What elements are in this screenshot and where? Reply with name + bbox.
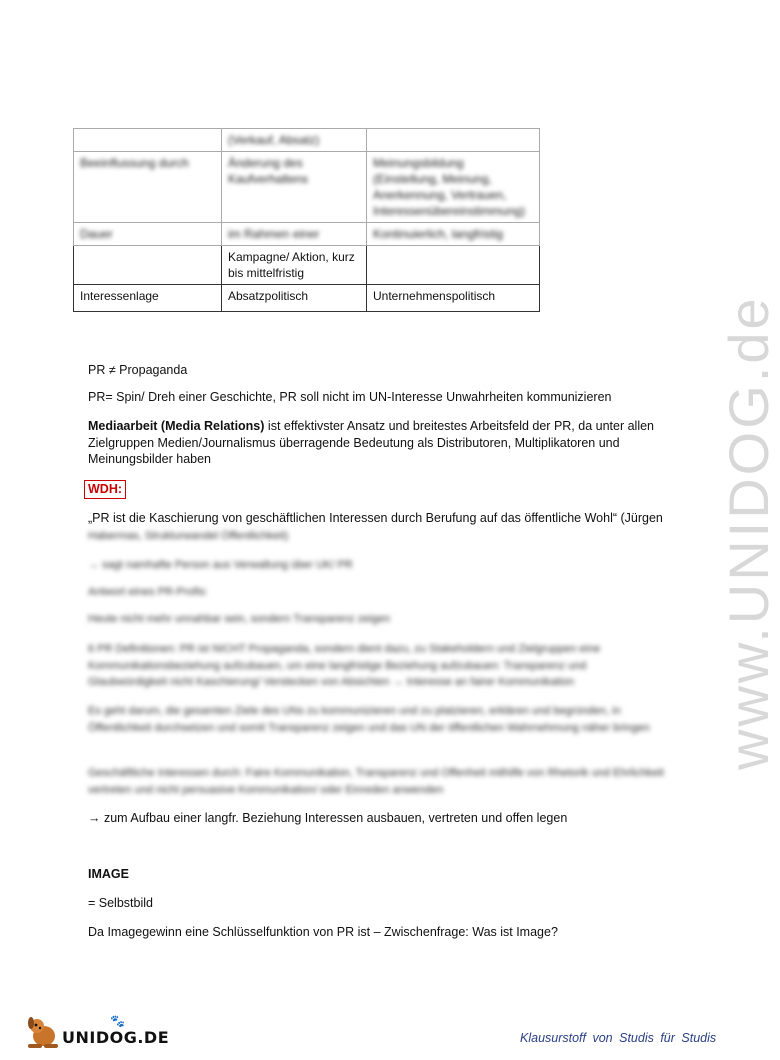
mediaarbeit-paragraph bbox=[88, 418, 668, 468]
table-cell: (Verkauf, Absatz) bbox=[222, 129, 367, 152]
spin-line: PR= Spin/ Dreh einer Geschichte, PR soll nicht im UN-Interesse Unwahrheiten kommunizieren bbox=[88, 390, 612, 404]
mediaarbeit-text: ist effektivster Ansatz und breitestes Arbeitsfeld der PR, da unter allen Zielgruppen Medien/Journalismus überragende Bedeutung als Distributoren, Multiplikatoren und Meinungsbilder haben bbox=[88, 419, 655, 466]
blurred-interests: Geschäftliche Interessen durch: Faire Kommunikation, Transparenz und Offenheit mithilfe von Rhetorik und Ehrlichkeit vertreten und nicht persuasive Kommunikation/ oder Einreden anwenden bbox=[88, 767, 664, 796]
table-cell: Änderung des Kaufverhaltens bbox=[222, 152, 367, 223]
blurred-citation: Habermas, Strukturwandel Öffentlichkeit) bbox=[88, 530, 289, 542]
table-row bbox=[74, 223, 540, 246]
watermark: www.UNIDOG.de bbox=[717, 295, 780, 770]
habermas-quote: „PR ist die Kaschierung von geschäftlichen Interessen durch Berufung auf das öffentliche Wohl“ (Jürgen bbox=[88, 511, 663, 525]
arrow-line: → zum Aufbau einer langfr. Beziehung Interessen ausbauen, vertreten und offen legen bbox=[88, 811, 568, 825]
image-question: Da Imagegewinn eine Schlüsselfunktion von PR ist – Zwischenfrage: Was ist Image? bbox=[88, 925, 558, 939]
table-cell bbox=[74, 129, 222, 152]
mediaarbeit-term: Mediaarbeit (Media Relations) bbox=[88, 419, 265, 433]
table-row bbox=[74, 129, 540, 152]
paw-icon: 🐾 bbox=[110, 1014, 125, 1028]
table-cell: Dauer bbox=[74, 223, 222, 246]
logo-text: UNIDOG.DE bbox=[62, 1028, 170, 1047]
table-row bbox=[74, 285, 540, 312]
table-row bbox=[74, 246, 540, 285]
blurred-answer: Heute nicht mehr unnahbar sein, sondern Transparenz zeigen bbox=[88, 613, 391, 625]
table-cell: Beeinflussung durch bbox=[74, 152, 222, 223]
table-cell: Kontinuierlich, langfristig bbox=[367, 223, 540, 246]
table-cell bbox=[74, 246, 222, 285]
table-cell: Meinungsbildung (Einstellung, Meinung, Anerkennung, Vertrauen, Interessenübereinstimmung) bbox=[367, 152, 540, 223]
blurred-answer-heading: Antwort eines PR-Profis: bbox=[88, 586, 208, 598]
table-cell: Absatzpolitisch bbox=[222, 285, 367, 312]
table-cell: im Rahmen einer bbox=[222, 223, 367, 246]
selbstbild-line: = Selbstbild bbox=[88, 896, 153, 910]
table-cell: Unternehmenspolitisch bbox=[367, 285, 540, 312]
table-cell bbox=[367, 129, 540, 152]
blurred-goals: Es geht darum, die gesamten Ziele des UNs zu kommunizieren und zu platzieren, erklären und begründen, in Öffentlichkeit durchsetzen und somit Transparenz zeigen und das UN der öffentlichen Wahrnehmung näher bringen bbox=[88, 705, 650, 734]
image-heading: IMAGE bbox=[88, 867, 129, 881]
wdh-label: WDH: bbox=[84, 480, 126, 499]
table-cell bbox=[367, 246, 540, 285]
propaganda-line: PR ≠ Propaganda bbox=[88, 363, 188, 377]
table-cell: Kampagne/ Aktion, kurz bis mittelfristig bbox=[222, 246, 367, 285]
footer-tagline: Klausurstoff von Studis für Studis bbox=[520, 1031, 717, 1045]
unidog-logo[interactable] bbox=[26, 1014, 170, 1050]
blurred-definitions: 6 PR Definitionen: PR ist NICHT Propaganda, sondern dient dazu, zu Stakeholdern und Zielgruppen eine Kommunikationsbeziehung aufzubauen, um eine langfristige Beziehung aufzubauen: Transparenz und Glaubwürdigkeit nicht Kaschierung/ Verstecken von Absichten → Interesse an fairer Kommunikation bbox=[88, 643, 601, 688]
table-row bbox=[74, 152, 540, 223]
blurred-note: → sagt namhafte Person aus Verwaltung über UK/ PR bbox=[88, 559, 353, 571]
dog-mascot-icon bbox=[26, 1014, 66, 1050]
table-cell: Interessenlage bbox=[74, 285, 222, 312]
comparison-table bbox=[73, 128, 540, 312]
